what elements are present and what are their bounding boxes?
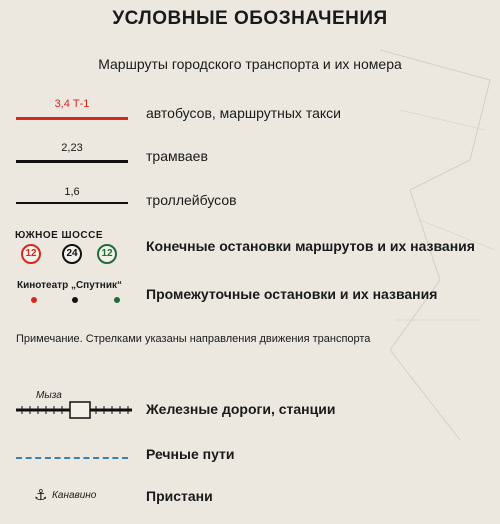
river-description: Речные пути	[146, 446, 235, 462]
intermediate-stops-description: Промежуточные остановки и их названия	[146, 286, 438, 302]
tram-route-line	[16, 160, 128, 163]
intermediate-stop-bus-dot	[31, 297, 37, 303]
terminal-stop-name: ЮЖНОЕ ШОССЕ	[15, 230, 103, 241]
railway-station-name: Мыза	[36, 390, 62, 401]
pier-name: Канавино	[52, 490, 97, 501]
railway-station-marker	[70, 402, 90, 418]
intermediate-stop-name: Кинотеатр „Спутник“	[17, 280, 122, 291]
bus-route-line	[16, 117, 128, 120]
legend-note: Примечание. Стрелками указаны направления движения транспорта	[16, 333, 371, 345]
background-map-fragment	[370, 20, 500, 500]
legend-subtitle: Маршруты городского транспорта и их номера	[98, 56, 402, 72]
river-route-line	[16, 457, 128, 459]
terminal-stop-tram-marker: 24	[62, 244, 82, 264]
trolleybus-route-numbers: 1,6	[64, 186, 80, 198]
tram-route-description: трамваев	[146, 148, 208, 164]
trolleybus-route-line	[16, 202, 128, 204]
legend-title: УСЛОВНЫЕ ОБОЗНАЧЕНИЯ	[112, 8, 388, 29]
tram-route-sample	[16, 142, 128, 168]
anchor-icon: ⚓	[34, 487, 48, 504]
bus-route-description: автобусов, маршрутных такси	[146, 105, 341, 121]
tram-route-numbers: 2,23	[61, 142, 83, 154]
intermediate-stop-trolleybus-dot	[114, 297, 120, 303]
trolleybus-route-sample	[16, 186, 128, 212]
bus-route-sample	[16, 98, 128, 124]
intermediate-stop-tram-dot	[72, 297, 78, 303]
terminal-stop-trolleybus-marker: 12	[97, 244, 117, 264]
terminal-stops-description: Конечные остановки маршрутов и их названия	[146, 238, 475, 254]
trolleybus-route-description: троллейбусов	[146, 192, 237, 208]
terminal-stop-bus-marker: 12	[21, 244, 41, 264]
railway-description: Железные дороги, станции	[146, 401, 336, 417]
bus-route-numbers: 3,4 Т-1	[54, 98, 90, 110]
railway-symbol	[16, 400, 132, 420]
pier-description: Пристани	[146, 488, 213, 504]
